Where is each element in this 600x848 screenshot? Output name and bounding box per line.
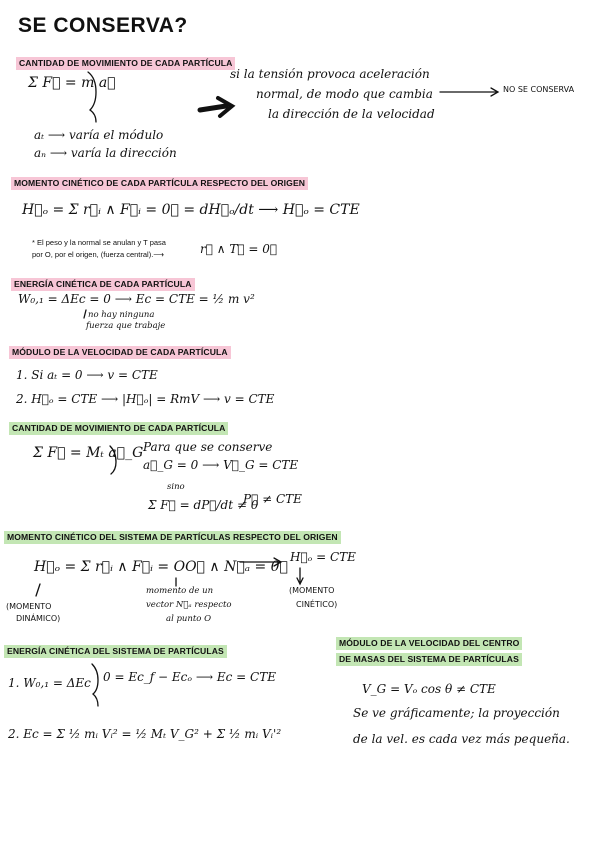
center-velocity-eq: V_G = Vₒ cos θ ≠ CTE — [362, 682, 496, 696]
equation-system-newton: Σ F⃗ = Mₜ a⃗_G — [33, 445, 144, 461]
system-kinetic-line-1a: 1. W₀,₁ = ΔEc — [8, 676, 91, 690]
brace-icon — [88, 72, 96, 122]
koenig-theorem-line: 2. Ec = Σ ½ mᵢ Vᵢ² = ½ Mₜ V_G² + Σ ½ mᵢ Vᵢ'² — [8, 727, 282, 741]
section-header-momentum-system: CANTIDAD DE MOVIMIENTO DE CADA PARTÍCULA — [9, 422, 228, 435]
arrow-down-icon — [36, 584, 40, 596]
section-header-kinetic-energy-system: ENERGÍA CINÉTICA DEL SISTEMA DE PARTÍCULAS — [4, 645, 227, 658]
conserve-condition-eq: a⃗_G = 0 ⟶ V⃗_G = CTE — [143, 458, 299, 472]
system-kinetic-line-1b: 0 = Ec_f − Ecₒ ⟶ Ec = CTE — [103, 670, 276, 684]
page-title: SE CONSERVA? — [18, 14, 188, 37]
equation-angular-momentum: H⃗ₒ = Σ r⃗ᵢ ∧ F⃗ᵢ = 0⃗ = dH⃗ₒ/dt ⟶ H⃗ₒ = CTE — [22, 202, 360, 218]
section-header-momentum-particle: CANTIDAD DE MOVIMIENTO DE CADA PARTÍCULA — [16, 57, 235, 70]
moment-vector-note-1: momento de un — [146, 586, 214, 596]
section-header-speed-particle: MÓDULO DE LA VELOCIDAD DE CADA PARTÍCULA — [9, 346, 231, 359]
weight-normal-note-line1: * El peso y la normal se anulan y T pasa — [32, 238, 166, 247]
equation-kinetic-energy: W₀,₁ = ΔEc = 0 ⟶ Ec = CTE = ½ m v² — [18, 292, 255, 306]
section-header-angular-momentum-system: MOMENTO CINÉTICO DEL SISTEMA DE PARTÍCULAS RESPECTO DEL ORIGEN — [4, 531, 341, 544]
equation-newton: Σ F⃗ = m a⃗ — [28, 75, 116, 91]
cross-product-zero: r⃗ ∧ T⃗ = 0⃗ — [200, 242, 278, 256]
tangential-accel-note: aₜ ⟶ varía el módulo — [34, 128, 164, 142]
no-force-note-line2: fuerza que trabaje — [86, 321, 166, 331]
moment-vector-note-2: vector N⃗ₐ respecto — [146, 600, 232, 610]
speed-line-2: 2. H⃗ₒ = CTE ⟶ |H⃗ₒ| = RmV ⟶ v = CTE — [16, 392, 275, 406]
weight-normal-note-line2: por O, por el origen, (fuerza central).⟶ — [32, 250, 165, 259]
equation-system-angular-momentum: H⃗ₒ = Σ r⃗ᵢ ∧ F⃗ᵢ = OO⃗ ∧ N⃗ₐ = 0⃗ — [34, 559, 288, 575]
projection-note-2: de la vel. es cada vez más pequeña. — [353, 732, 570, 746]
projection-note-1: Se ve gráficamente; la proyección — [353, 706, 560, 720]
speed-line-1: 1. Si aₜ = 0 ⟶ v = CTE — [16, 368, 158, 382]
dynamic-moment-label-2: DINÁMICO) — [16, 614, 61, 623]
section-header-speed-center-2: DE MASAS DEL SISTEMA DE PARTÍCULAS — [336, 653, 522, 666]
momentum-not-constant: P⃗ ≠ CTE — [243, 492, 302, 506]
normal-accel-note: aₙ ⟶ varía la dirección — [34, 146, 177, 160]
kinetic-moment-label-2: CINÉTICO) — [296, 600, 338, 609]
brace-icon — [110, 446, 116, 474]
otherwise-label: sino — [167, 482, 185, 492]
tension-note-line1: si la tensión provoca aceleración — [230, 67, 430, 81]
no-force-note-line1: no hay ninguna — [88, 310, 155, 320]
brace-icon — [92, 664, 98, 706]
section-header-speed-center-1: MÓDULO DE LA VELOCIDAD DEL CENTRO — [336, 637, 522, 650]
result-not-conserved: NO SE CONSERVA — [503, 85, 575, 94]
section-header-kinetic-energy-particle: ENERGÍA CINÉTICA DE CADA PARTÍCULA — [11, 278, 195, 291]
force-derivative-eq: Σ F⃗ = dP⃗/dt ≠ 0 — [148, 498, 259, 512]
tension-note-line3: la dirección de la velocidad — [268, 107, 435, 121]
section-header-angular-momentum-particle: MOMENTO CINÉTICO DE CADA PARTÍCULA RESPECTO DEL ORIGEN — [11, 177, 308, 190]
hook-stroke — [84, 310, 86, 318]
conserve-condition-label: Para que se conserve — [143, 440, 273, 454]
system-angular-momentum-result: H⃗ₒ = CTE — [290, 550, 356, 564]
dynamic-moment-label-1: (MOMENTO — [6, 602, 52, 611]
moment-vector-note-3: al punto O — [166, 614, 212, 624]
thick-arrow-icon — [200, 106, 226, 110]
tension-note-line2: normal, de modo que cambia — [256, 87, 433, 101]
kinetic-moment-label-1: (MOMENTO — [289, 586, 335, 595]
